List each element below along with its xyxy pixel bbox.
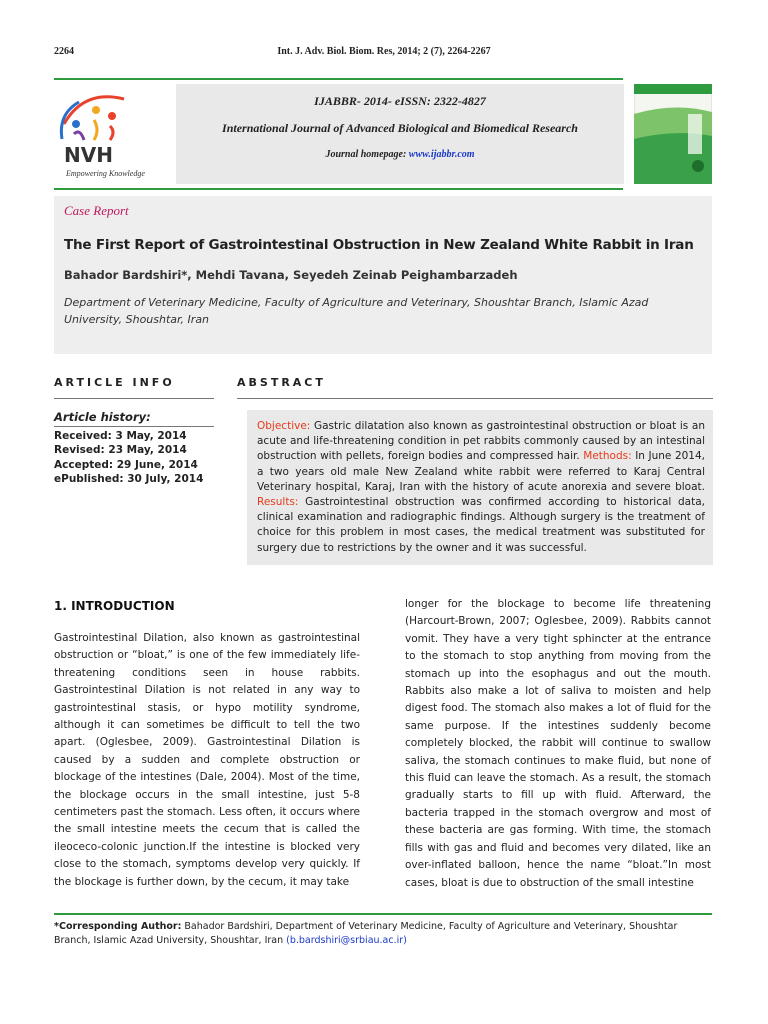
article-info-rule [54,398,214,399]
journal-citation: Int. J. Adv. Biol. Biom. Res, 2014; 2 (7), 2264-2267 [277,46,491,57]
introduction-right-column: longer for the blockage to become life threatening (Harcourt-Brown, 2007; Oglesbee, 2009). Rabbits cannot vomit. They have a very tight sphincter at the entrance to the stomach to stop anything from moving from the stomach up into the esophagus and out the mouth. Rabbits also make a lot of saliva to moisten and help digest food. The stomach also makes a lot of fluid for the same purpose. If the intestines suddenly become completely blocked, the rabbit will continue to swallow saliva, the stomach continues to make fluid, but none of this fluid can leave the stomach. As a result, the stomach gradually starts to fill up with fluid. Afterward, the bacteria trapped in the stomach overgrow and most of these bacteria are gas forming. With time, the stomach fills with gas and fluid and becomes very dilated, like an over-inflated balloon, hence the name “bloat.”In most cases, bloat is due to obstruction of the small intestine [405,598,711,889]
abstract-text [257,419,705,556]
corresponding-author-footnote [54,920,712,948]
footnote-text: Bahador Bardshiri, Department of Veterinary Medicine, Faculty of Agriculture and Veterinary, Shoushtar Branch, Islamic Azad University, Shoushtar, Iran [54,921,678,946]
abstract-objective-label: Objective: [257,420,311,432]
homepage-label: Journal homepage: [325,149,407,160]
abstract-rule [237,398,713,399]
history-rule [54,426,214,427]
history-epublished: ePublished: 30 July, 2014 [54,473,204,485]
abstract-results-label: Results: [257,496,299,509]
abstract-label: ABSTRACT [237,376,326,389]
banner-bottom-rule [54,188,623,190]
footnote-label: *Corresponding Author: [54,921,182,932]
publisher-logo-graphic [54,84,166,184]
abstract-methods-text: In June 2014, a two years old male New Zealand white rabbit were referred to Karaj Central Veterinary hospital, Karaj, Iran with the history of acute anorexia and severe bloat. [257,450,705,493]
history-received: Received: 3 May, 2014 [54,429,187,442]
introduction-left-column: Gastrointestinal Dilation, also known as gastrointestinal obstruction or “bloat,” is one of the few immediately life-threatening conditions seen in house rabbits. Gastrointestinal Dilation is not related in any way to gastrointestinal stasis, or hypo motility syndrome, although it can sometimes be difficult to tell the two apart. (Oglesbee, 2009). Gastrointestinal Dilation is caused by a sudden and complete obstruction or blockage of the intestines (Dale, 2004). Most of the time, the blockage occurs in the small intestine, just 5-8 centimeters past the stomach. Less often, it occurs where the small intestine meets the cecum that is called the ileoceco-colonic junction.If the intestine is blocked very close to the stomach, symptoms develop very quickly. If the blockage is further down, by the cecum, it may take [54,632,360,888]
article-type: Case Report [64,203,129,218]
article-title: The First Report of Gastrointestinal Obstruction in New Zealand White Rabbit in Iran [64,237,694,253]
history-heading: Article history: [54,410,151,424]
homepage-link[interactable]: www.ijabbr.com [408,149,475,160]
footnote-rule [54,913,712,915]
journal-name: International Journal of Advanced Biological and Biomedical Research [222,121,578,135]
journal-cover-image [634,84,712,184]
abstract-methods-label: Methods: [583,450,632,463]
abstract-objective-text: Gastric dilatation also known as gastrointestinal obstruction or bloat is an acute and life-threatening condition in pet rabbits commonly caused by an intestinal obstruction with pellets, foreign bodies and compressed hair. [257,420,705,463]
banner-top-rule [54,78,623,80]
article-authors: Bahador Bardshiri*, Mehdi Tavana, Seyedeh Zeinab Peighambarzadeh [64,268,518,282]
history-accepted: Accepted: 29 June, 2014 [54,458,198,471]
journal-homepage [176,149,624,160]
logo-mark: NVH [64,143,113,167]
publisher-logo [54,84,166,184]
author-affiliation: Department of Veterinary Medicine, Faculty of Agriculture and Veterinary, Shoushtar Branch, Islamic Azad University, Shoushtar, Iran [64,296,649,326]
journal-cover-graphic [634,84,712,184]
introduction-heading: 1. INTRODUCTION [54,599,175,613]
logo-caption: Empowering Knowledge [66,169,145,178]
author-email-link[interactable]: (b.bardshiri@srbiau.ac.ir) [286,935,407,946]
history-revised: Revised: 23 May, 2014 [54,444,187,456]
article-history [54,410,214,487]
article-info-label: ARTICLE INFO [54,376,175,389]
issn-line: IJABBR- 2014- eISSN: 2322-4827 [314,94,486,108]
abstract-results-text: Gastrointestinal obstruction was confirmed according to historical data, clinical examination and radiographic findings. Although surgery is the treatment of choice for this problem in most cases, the medical treatment was substituted for surgery due to restrictions by the owner and it was successful. [257,496,705,554]
page-number: 2264 [54,46,74,57]
